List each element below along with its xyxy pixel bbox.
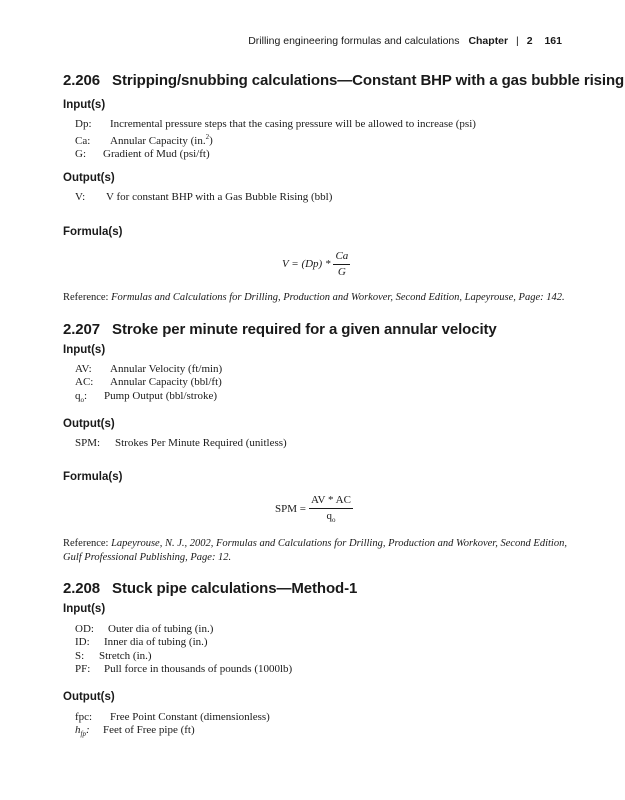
variable-key: AC: — [75, 376, 94, 389]
variable-desc: Feet of Free pipe (ft) — [103, 724, 195, 737]
output-list — [75, 437, 287, 450]
key-colon: : — [84, 389, 88, 402]
list-item — [75, 437, 287, 450]
variable-key: AV: — [75, 363, 92, 375]
variable-desc: Pull force in thousands of pounds (1000lb) — [104, 662, 293, 675]
numerator: AV * AC — [309, 494, 353, 509]
list-item — [75, 363, 222, 376]
list-item — [75, 636, 292, 649]
key-base: h — [75, 724, 81, 737]
output-list — [75, 191, 332, 204]
list-item — [75, 131, 476, 148]
input-list — [75, 363, 222, 407]
variable-desc: Free Point Constant (dimensionless) — [110, 711, 270, 723]
closing-paren: ) — [209, 134, 213, 147]
section-number: 2.207 — [63, 321, 101, 338]
running-header — [248, 35, 562, 47]
variable-key: ID: — [75, 636, 90, 649]
superscript: 2 — [205, 133, 210, 142]
output-heading: Output(s) — [63, 172, 115, 184]
subscript: o — [331, 516, 336, 525]
input-list — [75, 118, 476, 162]
running-title: Drilling engineering formulas and calculations — [248, 35, 460, 47]
section-title-text: Stuck pipe calculations—Method-1 — [112, 580, 358, 597]
chapter-number: 2 — [526, 35, 533, 47]
formula — [275, 494, 353, 524]
section-number: 2.206 — [63, 72, 101, 89]
list-item — [75, 623, 292, 636]
variable-desc: Annular Capacity (in. — [110, 134, 206, 147]
page-number: 161 — [544, 35, 562, 47]
variable-key: Ca: — [75, 134, 91, 147]
list-item — [75, 650, 292, 663]
subscript: fp — [80, 730, 86, 739]
variable-desc: Annular Capacity (bbl/ft) — [110, 376, 222, 389]
variable-key: G: — [75, 148, 86, 161]
output-list — [75, 711, 270, 742]
variable-desc: Incremental pressure steps that the casing pressure will be allowed to increase (psi) — [110, 118, 476, 130]
numerator: Ca — [333, 250, 350, 265]
header-separator: | — [516, 35, 519, 47]
key-base: q — [75, 389, 81, 402]
denominator — [324, 509, 337, 524]
section-title-text: Stroke per minute required for a given annular velocity — [112, 321, 497, 338]
variable-key: PF: — [75, 662, 91, 675]
fraction — [309, 494, 353, 524]
reference-label: Reference: — [63, 292, 109, 303]
list-item — [75, 148, 476, 161]
formula-heading: Formula(s) — [63, 471, 123, 483]
fraction — [333, 250, 350, 278]
formula-lhs: V = (Dp) * — [282, 258, 331, 270]
section-2-207-title — [63, 321, 497, 338]
variable-desc: Outer dia of tubing (in.) — [108, 623, 214, 635]
list-item — [75, 118, 476, 131]
variable-key: fpc: — [75, 711, 93, 723]
input-heading: Input(s) — [63, 344, 106, 356]
denominator-base: q — [326, 510, 332, 522]
input-heading: Input(s) — [63, 99, 106, 111]
variable-key: Dp: — [75, 118, 92, 130]
variable-desc: Annular Velocity (ft/min) — [110, 363, 223, 375]
section-number: 2.208 — [63, 580, 101, 597]
chapter-label: Chapter — [468, 35, 509, 47]
subscript: o — [80, 395, 84, 404]
formula-heading: Formula(s) — [63, 226, 123, 238]
variable-key — [75, 390, 97, 407]
output-heading: Output(s) — [63, 691, 115, 703]
variable-desc: V for constant BHP with a Gas Bubble Rising (bbl) — [106, 191, 333, 203]
formula-lhs: SPM = — [275, 503, 306, 516]
formula — [282, 250, 350, 278]
list-item — [75, 390, 222, 407]
input-list — [75, 623, 292, 676]
list-item — [75, 663, 292, 676]
variable-key: SPM: — [75, 437, 101, 449]
section-2-208-title — [63, 580, 357, 597]
output-heading: Output(s) — [63, 418, 115, 430]
list-item — [75, 724, 270, 741]
list-item — [75, 191, 332, 204]
reference — [63, 291, 568, 305]
variable-desc: Stretch (in.) — [99, 649, 152, 662]
reference-text: Lapeyrouse, N. J., 2002, Formulas and Calculations for Drilling, Production and Workover, Second Edition, Gulf Professional Publishing, Page: 12. — [63, 538, 567, 563]
key-colon: : — [85, 724, 90, 737]
reference — [63, 537, 568, 564]
input-heading: Input(s) — [63, 603, 106, 615]
section-title-text: Stripping/snubbing calculations—Constant BHP with a gas bubble rising — [112, 72, 625, 89]
variable-desc: Strokes Per Minute Required (unitless) — [115, 437, 287, 449]
denominator: G — [337, 266, 346, 278]
variable-key: OD: — [75, 623, 94, 635]
variable-key: V: — [75, 191, 86, 203]
variable-key — [75, 724, 96, 741]
section-2-206-title — [63, 72, 624, 89]
variable-desc: Gradient of Mud (psi/ft) — [103, 148, 210, 161]
reference-label: Reference: — [63, 538, 109, 549]
reference-text: Formulas and Calculations for Drilling, Production and Workover, Second Edition, Lapeyrouse, Page: 142. — [111, 292, 565, 303]
list-item — [75, 711, 270, 724]
variable-desc: Inner dia of tubing (in.) — [104, 636, 208, 649]
list-item — [75, 376, 222, 389]
variable-key: S: — [75, 649, 85, 662]
variable-desc: Pump Output (bbl/stroke) — [104, 389, 218, 402]
